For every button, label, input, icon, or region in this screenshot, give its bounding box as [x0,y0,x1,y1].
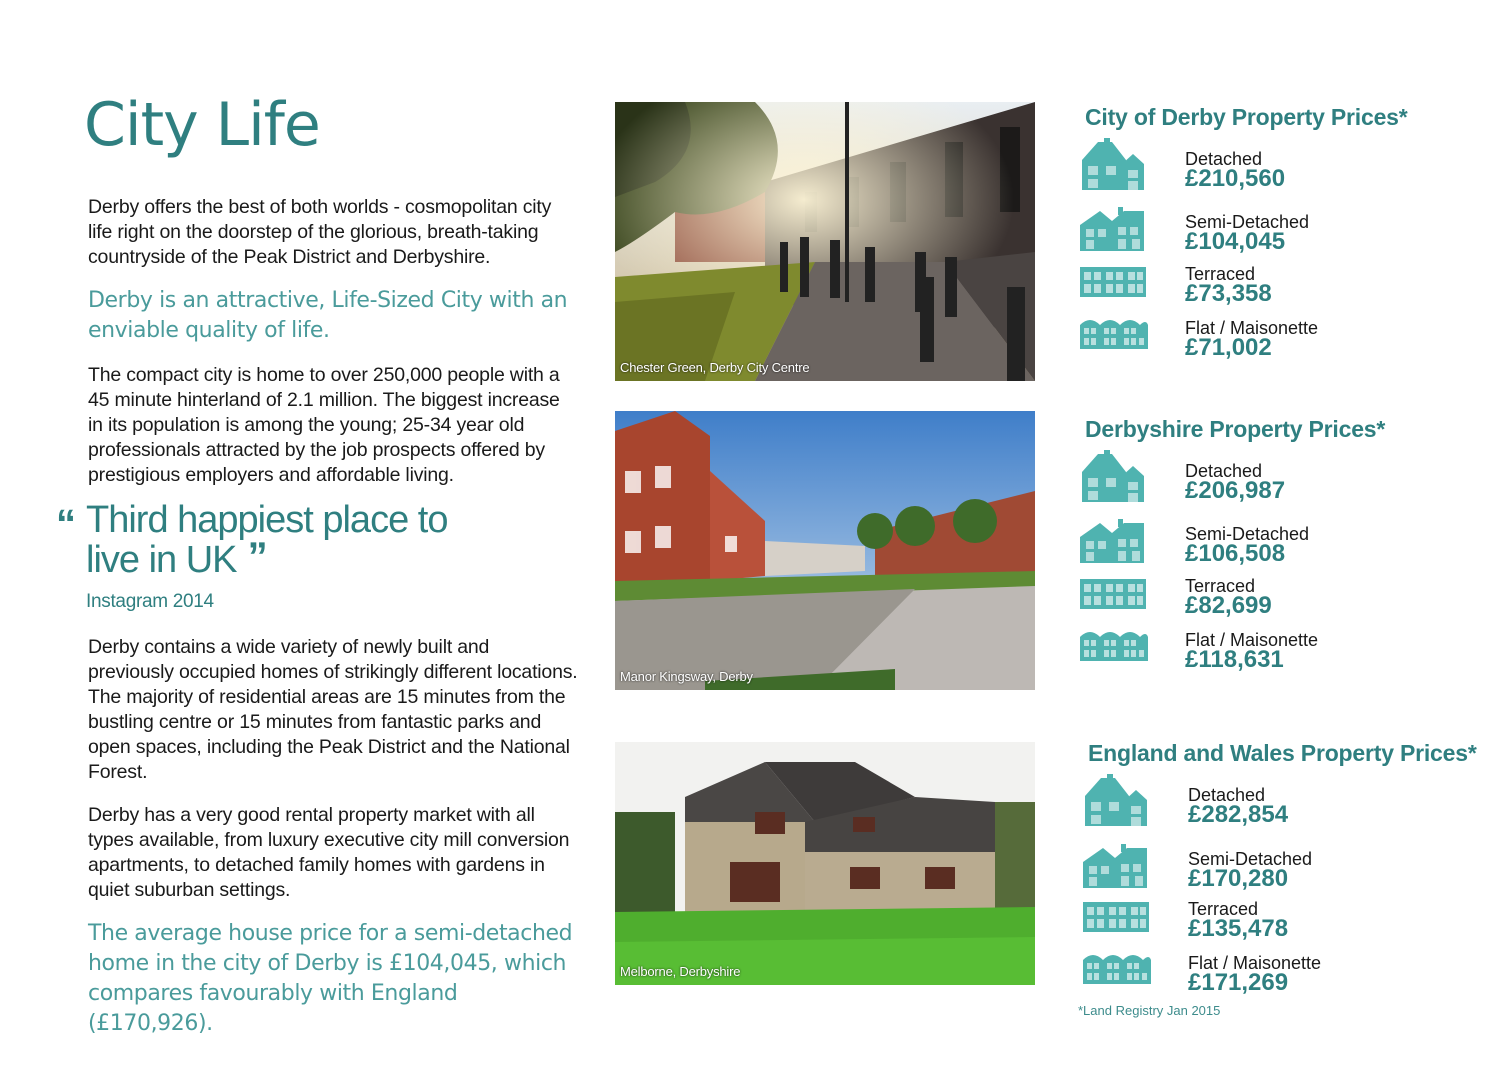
stone-cottage-image [615,742,1035,985]
detached-house-icon [1081,774,1149,833]
price-comparison-statement: The average house price for a semi-detached home in the city of Derby is £104,045, which compares favourably with England (£170,926). [88,921,573,1036]
intro-paragraph: Derby offers the best of both worlds - cosmopolitan city life right on the doorstep of the glorious, breath-taking countryside of the Peak District and Derbyshire. [88,196,552,268]
lead-statement: Derby is an attractive, Life-Sized City with an enviable quality of life. [88,288,568,343]
rental-paragraph: Derby has a very good rental property market with all types available, from luxury executive city mill conversion apartments, to detached family homes with gardens in quiet suburban settings. [88,804,570,901]
property-type-label: Detached [1185,461,1263,481]
price-panel [1078,104,1438,361]
terraced-house-icon [1081,900,1151,939]
panel-title: City of Derby Property Prices* [1085,104,1408,130]
photo-chester-green [615,102,1035,381]
property-price: £106,508 [1185,540,1286,567]
property-type-label: Flat / Maisonette [1185,318,1319,338]
footnote: *Land Registry Jan 2015 [1078,1003,1221,1018]
flat-icon [1081,950,1153,991]
panel-title: Derbyshire Property Prices* [1085,416,1386,442]
housing-paragraph: Derby contains a wide variety of newly built and previously occupied homes of strikingly different locations. The majority of residential areas are 15 minutes from the bustling centre or 15 minutes from fantastic parks and open spaces, including the Peak District and the National Forest. [88,636,578,783]
semi-detached-house-icon [1078,519,1146,570]
quote-source: Instagram 2014 [86,591,214,612]
property-price: £171,269 [1188,969,1289,996]
photo-caption: Chester Green, Derby City Centre [620,360,810,375]
flat-icon [1078,627,1150,668]
street-scene-image [615,102,1035,381]
page-title: City Life [84,90,320,160]
property-price: £135,478 [1188,915,1289,942]
property-price: £82,699 [1185,592,1272,619]
photo-caption: Manor Kingsway, Derby [620,669,753,684]
property-type-label: Semi-Detached [1185,212,1310,232]
housing-development-image [615,411,1035,690]
close-quote-mark: ” [247,535,268,579]
terraced-house-icon [1078,577,1148,616]
photo-manor-kingsway [615,411,1035,690]
property-type-label: Terraced [1185,264,1256,284]
panel-title: England and Wales Property Prices* [1088,740,1477,766]
property-price: £170,280 [1188,865,1289,892]
property-price: £282,854 [1188,801,1289,828]
open-quote-mark: “ [56,502,76,546]
flat-icon [1078,315,1150,356]
property-type-label: Terraced [1185,576,1256,596]
property-price: £71,002 [1185,334,1272,361]
property-price: £104,045 [1185,228,1286,255]
price-panel [1078,416,1438,673]
pull-quote [56,499,476,581]
property-type-label: Detached [1188,785,1266,805]
population-paragraph: The compact city is home to over 250,000 people with a 45 minute hinterland of 2.1 million. The biggest increase in its population is among the young; 25-34 year old professionals attracted by the job prospects offered by prestigious employers and affordable living. [88,364,560,486]
property-type-label: Terraced [1188,899,1259,919]
terraced-house-icon [1078,265,1148,304]
semi-detached-house-icon [1078,207,1146,258]
property-price: £206,987 [1185,477,1286,504]
property-type-label: Flat / Maisonette [1188,953,1322,973]
photo-melborne [615,742,1035,985]
property-price: £118,631 [1185,646,1284,673]
photo-caption: Melborne, Derbyshire [620,964,741,979]
property-type-label: Flat / Maisonette [1185,630,1319,650]
property-type-label: Semi-Detached [1188,849,1313,869]
property-price: £210,560 [1185,165,1286,192]
property-type-label: Detached [1185,149,1263,169]
detached-house-icon [1078,138,1146,197]
detached-house-icon [1078,450,1146,509]
property-price: £73,358 [1185,280,1272,307]
price-panel [1081,740,1477,996]
property-type-label: Semi-Detached [1185,524,1310,544]
quote-text: Third happiest place to live in UK [86,499,448,581]
semi-detached-house-icon [1081,844,1149,895]
